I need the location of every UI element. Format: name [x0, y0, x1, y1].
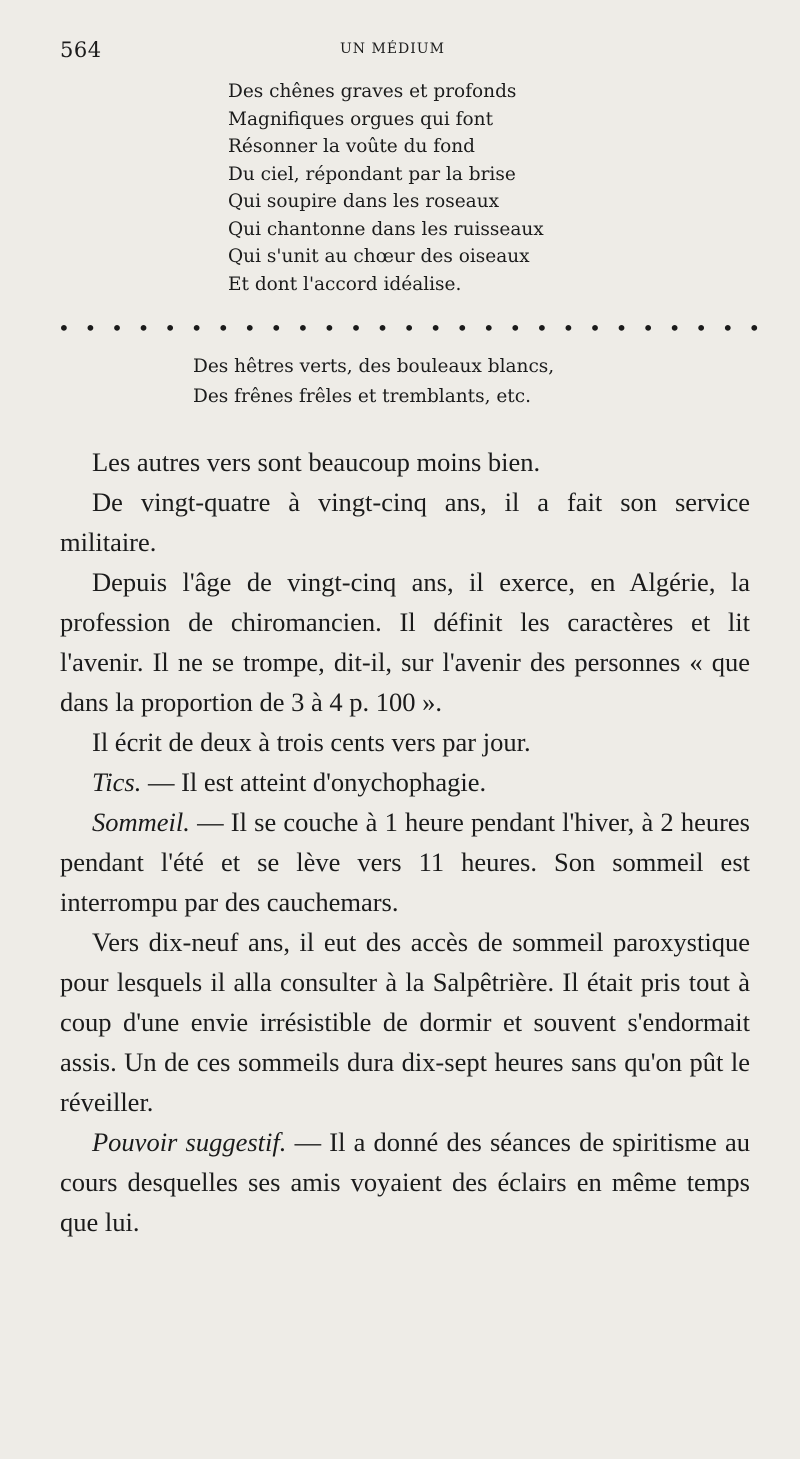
- poem-line: Des chênes graves et profonds: [228, 81, 517, 102]
- poem-stanza-1: [228, 78, 544, 298]
- poem-line: Qui s'unit au chœur des oiseaux: [228, 246, 530, 267]
- poem-line: Des hêtres verts, des bouleaux blancs,: [193, 356, 555, 377]
- ellipsis-dots: • • • • • • • • • • • • • • • • • • • • • • • • • • •: [58, 316, 765, 340]
- body-text: [60, 442, 750, 1242]
- paragraph-text: — Il a donné des séances de spiritisme au cours desquelles ses amis voyaient des éclairs en même temps que lui.: [60, 1127, 750, 1237]
- poem-stanza-2: [193, 352, 554, 412]
- page-number: 564: [60, 38, 102, 62]
- paragraph: [60, 762, 750, 802]
- paragraph-text: — Il est atteint d'onychophagie.: [141, 767, 487, 797]
- poem-line: Qui soupire dans les roseaux: [228, 191, 500, 212]
- paragraph: [60, 802, 750, 922]
- paragraph: De vingt-quatre à vingt-cinq ans, il a fait son service militaire.: [60, 487, 750, 557]
- paragraph: Il écrit de deux à trois cents vers par jour.: [92, 727, 531, 757]
- section-label: Tics.: [92, 767, 142, 797]
- page-header: [60, 38, 740, 68]
- ellipsis-divider: [58, 316, 765, 340]
- running-head: UN MÉDIUM: [340, 41, 445, 57]
- section-label: Pouvoir suggestif.: [92, 1127, 287, 1157]
- poem-line: Et dont l'accord idéalise.: [228, 273, 462, 295]
- poem-line: Magnifiques orgues qui font: [228, 108, 494, 130]
- paragraph: Vers dix-neuf ans, il eut des accès de sommeil paroxystique pour lesquels il alla consulter à la Salpêtrière. Il était pris tout à coup d'une envie irrésistible de dormir et souvent s'endormait assis. Un de ces sommeils dura dix-sept heures sans qu'on pût le réveiller.: [60, 927, 750, 1117]
- poem-line: Résonner la voûte du fond: [228, 136, 475, 157]
- poem-line: Des frênes frêles et tremblants, etc.: [193, 386, 531, 407]
- paragraph-text: — Il se couche à 1 heure pendant l'hiver, à 2 heures pendant l'été et se lève vers 11 heures. Son sommeil est interrompu par des cauchemars.: [60, 807, 750, 917]
- poem-line: Du ciel, répondant par la brise: [228, 163, 516, 185]
- paragraph: Depuis l'âge de vingt-cinq ans, il exerce, en Algérie, la profession de chiromancien. Il définit les caractères et lit l'avenir. Il ne se trompe, dit-il, sur l'avenir des personnes « que dans la proportion de 3 à 4 p. 100 ».: [60, 567, 750, 717]
- poem-line: Qui chantonne dans les ruisseaux: [228, 218, 544, 240]
- section-label: Sommeil.: [92, 807, 190, 837]
- paragraph: [60, 1122, 750, 1242]
- paragraph: Les autres vers sont beaucoup moins bien.: [92, 447, 541, 477]
